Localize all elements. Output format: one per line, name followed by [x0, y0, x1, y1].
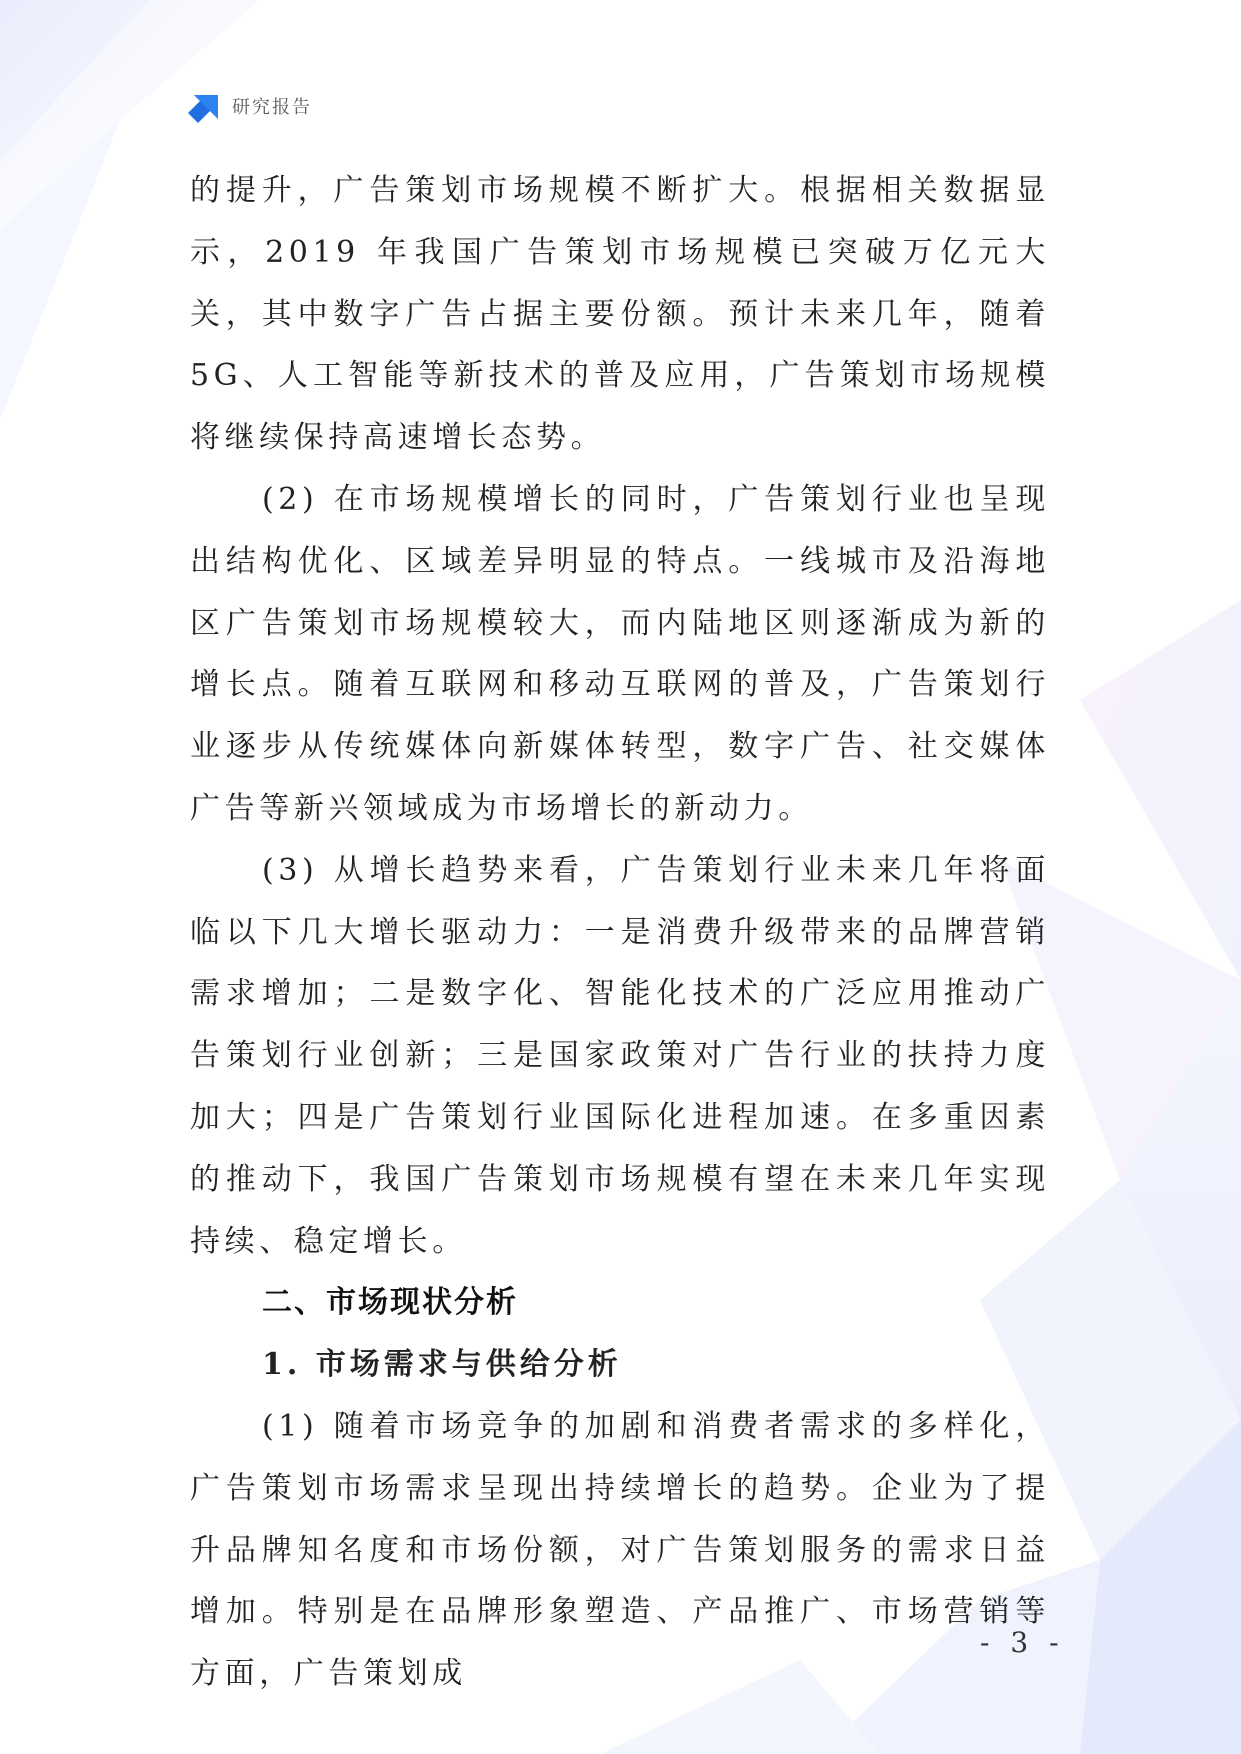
paragraph-growth-drivers: (3) 从增长趋势来看，广告策划行业未来几年将面临以下几大增长驱动力：一是消费升级带来的品牌营销需求增加；二是数字化、智能化技术的广泛应用推动广告策划行业创新；三是国家政策对广告行业的扶持力度加大；四是广告策划行业国际化进程加速。在多重因素的推动下，我国广告策划市场规模有望在未来几年实现持续、稳定增长。: [190, 852, 1050, 1259]
arrow-up-right-icon: [188, 89, 222, 123]
paragraph-structure: (2) 在市场规模增长的同时，广告策划行业也呈现出结构优化、区域差异明显的特点。一线城市及沿海地区广告策划市场规模较大，而内陆地区则逐渐成为新的增长点。随着互联网和移动互联网的普及，广告策划行业逐步从传统媒体向新媒体转型，数字广告、社交媒体广告等新兴领域成为市场增长的新动力。: [190, 481, 1050, 826]
paragraph-demand: (1) 随着市场竞争的加剧和消费者需求的多样化，广告策划市场需求呈现出持续增长的趋势。企业为了提升品牌知名度和市场份额，对广告策划服务的需求日益增加。特别是在品牌形象塑造、产品推广、市场营销等方面，广告策划成: [190, 1408, 1050, 1692]
paragraph-market-scale: 的提升，广告策划市场规模不断扩大。根据相关数据显示，2019 年我国广告策划市场规模已突破万亿元大关，其中数字广告占据主要份额。预计未来几年，随着 5G、人工智能等新技术的普及应用，广告策划市场规模将继续保持高速增长态势。: [190, 173, 1050, 456]
header-title: 研究报告: [232, 97, 312, 118]
subsection-heading: 1. 市场需求与供给分析: [262, 1347, 622, 1383]
report-header: [188, 88, 312, 124]
page-number: - 3 -: [980, 1626, 1065, 1659]
document-body: [190, 160, 1050, 1705]
section-heading: 二、市场现状分析: [262, 1285, 518, 1321]
